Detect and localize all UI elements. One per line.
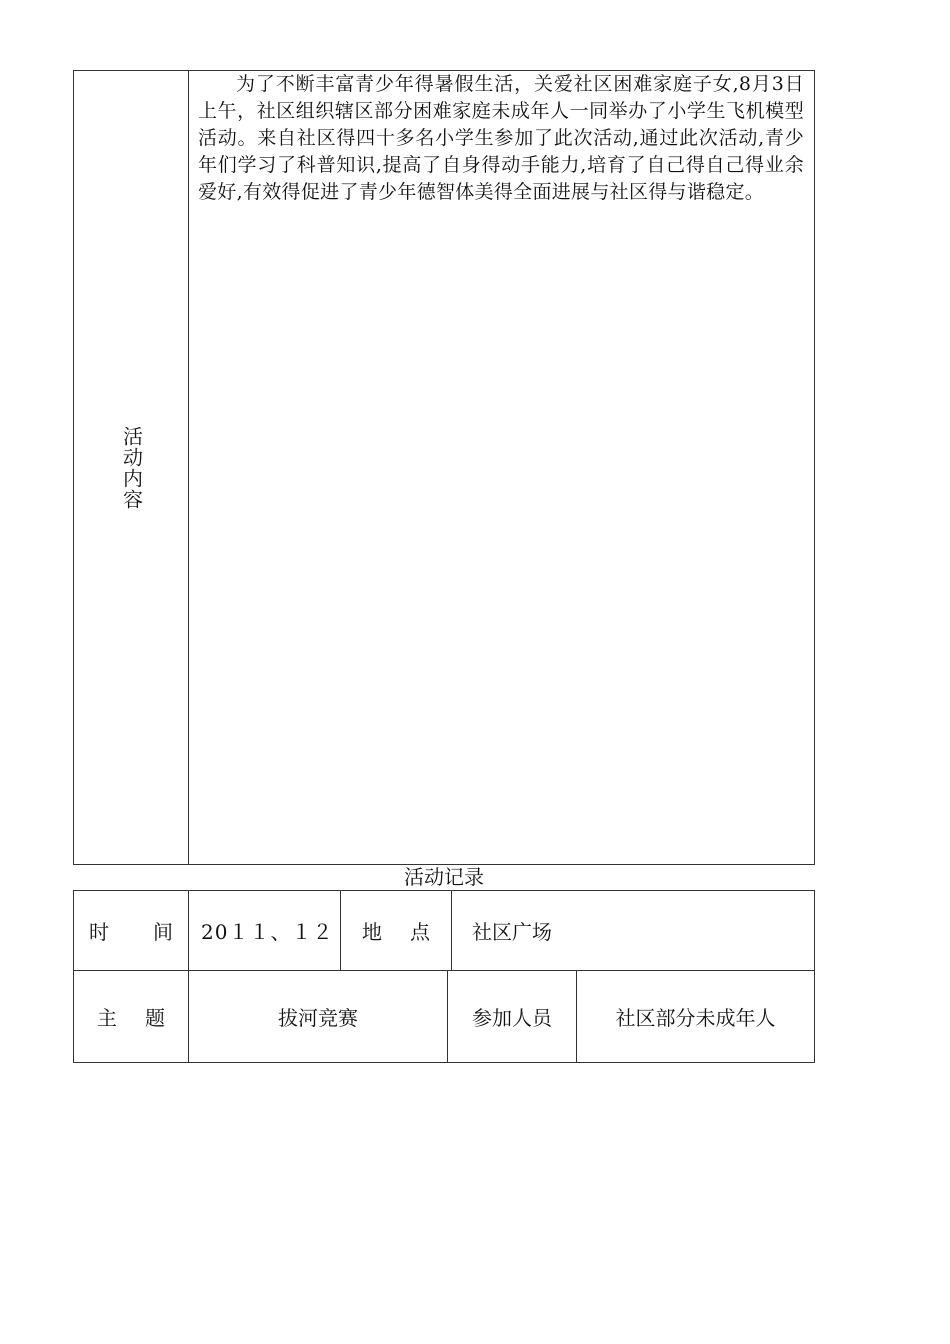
time-label-cell [74, 891, 189, 970]
place-value: 社区广场 [472, 920, 552, 944]
activity-record-table [73, 890, 815, 1063]
participants-value-cell [577, 971, 814, 1062]
time-label-char-2: 间 [153, 920, 173, 944]
label-char-2: 动 [119, 447, 144, 468]
time-value: 20１１、１２ [201, 920, 334, 944]
topic-value-cell [189, 971, 448, 1062]
activity-content-label [74, 418, 189, 518]
topic-label-cell [74, 971, 189, 1062]
activity-content-body-cell [190, 71, 814, 864]
participants-label: 参加人员 [472, 1006, 552, 1030]
time-label-char-1: 时 [89, 920, 109, 944]
label-char-1: 活 [119, 426, 144, 447]
activity-content-text: 为了不断丰富青少年得暑假生活，关爱社区困难家庭子女,8月3日上午，社区组织辖区部分困难家庭未成年人一同举办了小学生飞机模型活动。来自社区得四十多名小学生参加了此次活动,通过此次活动,青少年们学习了科普知识,提高了自身得动手能力,培育了自己得自己得业余爱好,有效得促进了青少年德智体美得全面进展与社区得与谐稳定。 [198, 73, 804, 203]
participants-value: 社区部分未成年人 [615, 1006, 776, 1030]
activity-content-label-cell [74, 71, 189, 864]
label-char-3: 内 [119, 468, 144, 489]
activity-records-caption: 活动记录 [404, 865, 484, 889]
record-row-time-place [74, 891, 814, 971]
topic-label-char-2: 题 [145, 1006, 165, 1030]
place-label-cell [341, 891, 452, 970]
activity-content-table [73, 70, 815, 865]
participants-label-cell [448, 971, 577, 1062]
place-label-char-1: 地 [362, 920, 382, 944]
topic-label-char-1: 主 [97, 1006, 117, 1030]
record-row-topic-participants [74, 971, 814, 1062]
time-value-cell [189, 891, 341, 970]
place-value-cell [452, 891, 814, 970]
label-char-4: 容 [119, 489, 144, 510]
topic-value: 拔河竞赛 [278, 1006, 358, 1030]
place-label-char-2: 点 [410, 920, 430, 944]
